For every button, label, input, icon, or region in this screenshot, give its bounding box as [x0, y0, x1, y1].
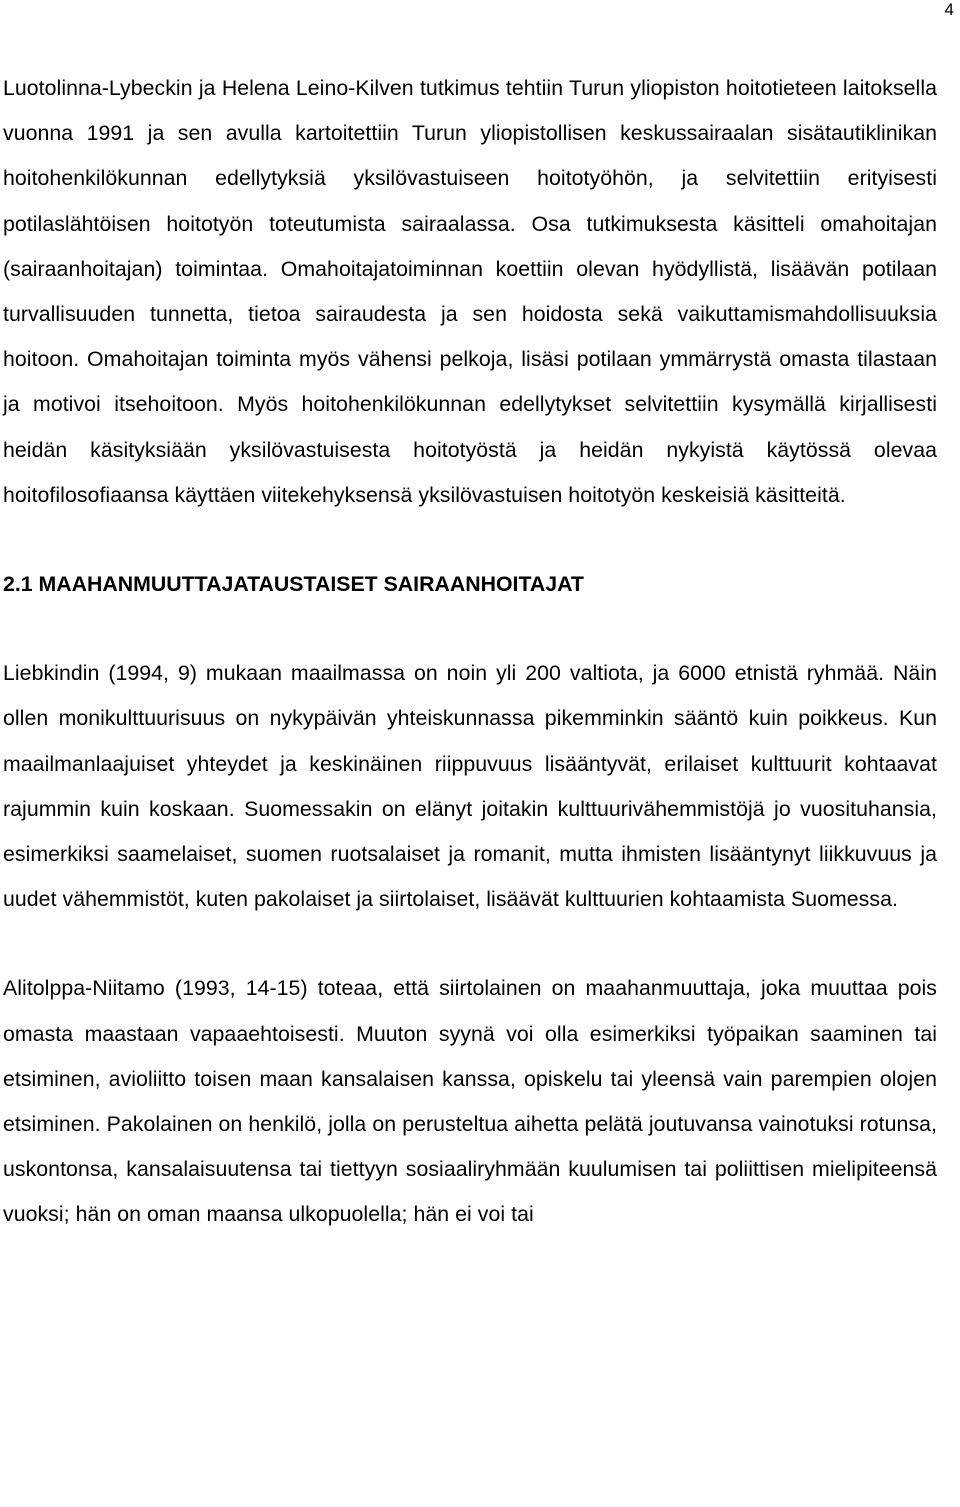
paragraph-research-summary: Luotolinna-Lybeckin ja Helena Leino-Kilven tutkimus tehtiin Turun yliopiston hoitotieteen laitoksella vuonna 1991 ja sen avulla kartoitettiin Turun yliopistollisen keskussairaalan sisätautiklinikan hoitohenkilökunnan edellytyksiä yksilövastuiseen hoitotyöhön, ja selvitettiin erityisesti potilaslähtöisen hoitotyön toteutumista sairaalassa. Osa tutkimuksesta käsitteli omahoitajan (sairaanhoitajan) toimintaa. Omahoitajatoiminnan koettiin olevan hyödyllistä, lisäävän potilaan turvallisuuden tunnetta, tietoa sairaudesta ja sen hoidosta sekä vaikuttamismahdollisuuksia hoitoon. Omahoitajan toiminta myös vähensi pelkoja, lisäsi potilaan ymmärrystä omasta tilastaan ja motivoi itsehoitoon. Myös hoitohenkilökunnan edellytykset selvitettiin kysymällä kirjallisesti heidän käsityksiään yksilövastuisesta hoitotyöstä ja heidän nykyistä käytössä olevaa hoitofilosofiaansa käyttäen viitekehyksensä yksilövastuisen hoitotyön keskeisiä käsitteitä.	[3, 76, 937, 507]
section-heading: 2.1 MAAHANMUUTTAJATAUSTAISET SAIRAANHOITAJAT	[3, 572, 584, 597]
page-number: 4	[944, 0, 954, 19]
document-body	[3, 66, 937, 1238]
paragraph-liebkind: Liebkindin (1994, 9) mukaan maailmassa on noin yli 200 valtiota, ja 6000 etnistä ryhmää. Näin ollen monikulttuurisuus on nykypäivän yhteiskunnassa pikemminkin sääntö kuin poikkeus. Kun maailmanlaajuiset yhteydet ja keskinäinen riippuvuus lisääntyvät, erilaiset kulttuurit kohtaavat rajummin kuin koskaan. Suomessakin on elänyt joitakin kulttuurivähemmistöjä jo vuosituhansia, esimerkiksi saamelaiset, suomen ruotsalaiset ja romanit, mutta ihmisten lisääntynyt liikkuvuus ja uudet vähemmistöt, kuten pakolaiset ja siirtolaiset, lisäävät kulttuurien kohtaamista Suomessa.	[3, 661, 937, 912]
paragraph-alitolppa-niitamo: Alitolppa-Niitamo (1993, 14-15) toteaa, että siirtolainen on maahanmuuttaja, joka muuttaa pois omasta maastaan vapaaehtoisesti. Muuton syynä voi olla esimerkiksi työpaikan saaminen tai etsiminen, avioliitto toisen maan kansalaisen kanssa, opiskelu tai yleensä vain parempien olojen etsiminen. Pakolainen on henkilö, jolla on perusteltua aihetta pelätä joutuvansa vainotuksi rotunsa, uskontonsa, kansalaisuutensa tai tiettyyn sosiaaliryhmään kuulumisen tai poliittisen mielipiteensä vuoksi; hän on oman maansa ulkopuolella; hän ei voi tai	[3, 976, 937, 1227]
